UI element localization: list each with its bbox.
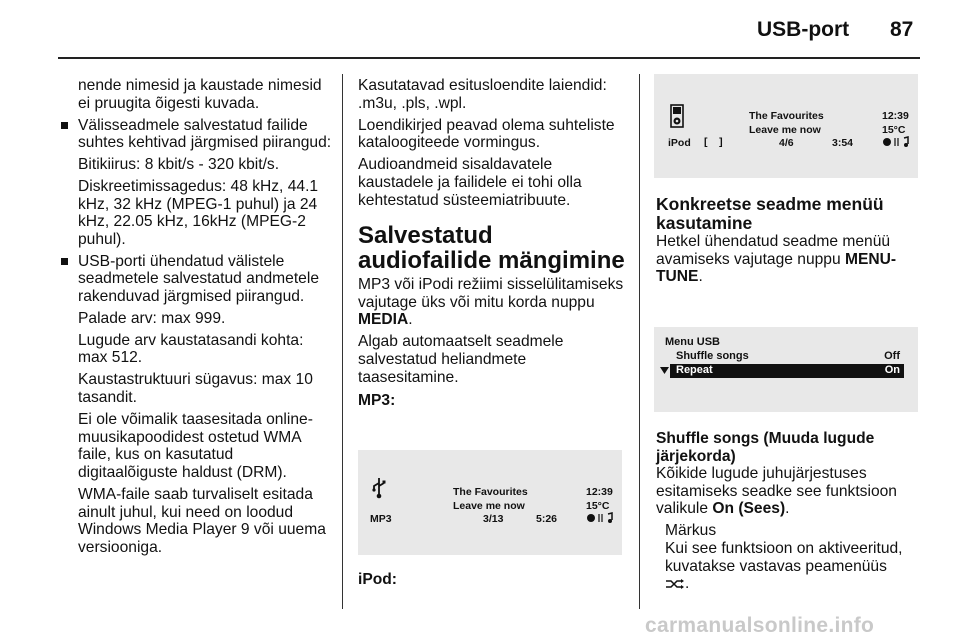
paragraph: Bitikiirus: 8 kbit/s - 320 kbit/s. xyxy=(78,155,280,173)
paragraph: Kasutatavad esitusloendite laiendid: .m3u, .pls, .wpl. xyxy=(358,77,607,112)
display-track: 3/13 xyxy=(483,513,504,525)
ipod-icon xyxy=(670,104,684,131)
display-song: Leave me now xyxy=(749,124,821,136)
paragraph: Algab automaatselt seadmele salvestatud heliandmete taasesitamine. xyxy=(358,333,564,386)
note-text: Kui see funktsioon on aktiveeritud, kuvatakse vastavas peamenüüs xyxy=(665,540,903,575)
bullet-item: USB-porti ühendatud välistele seadmetele salvestatud andmetele rakenduvad järgmised piirangud. xyxy=(61,253,333,306)
menu-row-repeat xyxy=(670,364,904,378)
display-source: iPod xyxy=(668,137,691,149)
column-1 xyxy=(61,77,333,561)
menu-row-label: Shuffle songs xyxy=(676,350,749,362)
column-2 xyxy=(358,77,628,410)
paragraph: Audioandmeid sisaldavatele kaustadele ja failidele ei tohi olla kehtestatud süsteemiatribuute. xyxy=(358,156,582,209)
chevron-down-icon xyxy=(660,365,669,377)
column-3 xyxy=(656,195,921,290)
section-heading: Konkreetse seadme menüü kasutamine xyxy=(656,194,884,233)
paragraph: Lugude arv kaustatasandi kohta: max 512. xyxy=(78,331,304,367)
menu-row-value: On xyxy=(884,364,900,376)
ipod-display-screenshot xyxy=(654,74,918,178)
note-block xyxy=(656,522,921,592)
display-title: The Favourites xyxy=(453,486,528,498)
media-button-label: MEDIA xyxy=(358,311,409,329)
display-temp: 15°C xyxy=(882,124,906,136)
display-song: Leave me now xyxy=(453,500,525,512)
menu-tune-button-label: MENU-TUNE xyxy=(656,250,897,286)
display-track: 4/6 xyxy=(779,137,794,149)
watermark: carmanualsonline.info xyxy=(645,614,875,637)
mp3-label: MP3: xyxy=(358,392,396,410)
paragraph: Ei ole võimalik taasesitada online-muusikapoodidest ostetud WMA faile, kus on kasutatud digitaalõiguste haldust (DRM). xyxy=(78,411,313,481)
display-temp: 15°C xyxy=(586,500,610,512)
paragraph: Kõikide lugude juhujärjestuses esitamiseks seadke see funktsioon valikule On (Sees). xyxy=(656,465,897,518)
paragraph: Diskreetimissagedus: 48 kHz, 44.1 kHz, 32 kHz (MPEG-1 puhul) ja 24 kHz, 22.05 kHz, 16kHz (MPEG-2 puhul). xyxy=(78,177,319,248)
column-divider xyxy=(342,74,343,609)
header-rule xyxy=(58,57,920,59)
ipod-label-wrap xyxy=(358,571,628,589)
usb-icon xyxy=(372,477,386,502)
paragraph: Kaustastruktuuri sügavus: max 10 tasandit. xyxy=(78,371,313,406)
menu-title: Menu USB xyxy=(665,336,720,348)
menu-usb-screenshot xyxy=(654,327,918,412)
status-icons xyxy=(882,136,912,151)
display-time: 12:39 xyxy=(586,486,613,498)
paragraph: MP3 või iPodi režiimi sisselülitamiseks vajutage üks või mitu korda nuppu MEDIA. xyxy=(358,276,624,329)
shuffle-icon xyxy=(665,575,685,592)
page-header xyxy=(0,0,960,58)
section-title: USB-port xyxy=(757,18,850,41)
mp3-display-screenshot xyxy=(358,450,622,555)
display-time: 12:39 xyxy=(882,110,909,122)
note-label: Märkus xyxy=(665,522,717,540)
paragraph: Loendikirjed peavad olema suhteliste kataloogiteede vormingus. xyxy=(358,116,615,152)
paragraph: WMA-faile saab turvaliselt esitada ainult juhul, kui need on loodud Windows Media Player 9 või uuema versiooniga. xyxy=(78,485,326,556)
menu-row-shuffle xyxy=(670,350,904,364)
display-title: The Favourites xyxy=(749,110,824,122)
column-divider xyxy=(639,74,640,609)
menu-row-label: Repeat xyxy=(676,364,713,376)
display-source: MP3 xyxy=(370,513,392,525)
bracket-icon: [ ] xyxy=(704,136,723,148)
section-heading: Salvestatud audiofailide mängimine xyxy=(358,222,625,275)
paragraph: nende nimesid ja kaustade nimesid ei pruugita õigesti kuvada. xyxy=(78,77,322,112)
paragraph: Palade arv: max 999. xyxy=(78,309,226,327)
ipod-label: iPod: xyxy=(358,571,397,588)
page-number: 87 xyxy=(890,18,914,41)
status-icons xyxy=(586,512,616,527)
paragraph: Hetkel ühendatud seadme menüü avamiseks vajutage nuppu MENU-TUNE. xyxy=(656,233,897,286)
note-icon-line: . xyxy=(665,575,921,593)
column-3-lower xyxy=(656,430,921,593)
display-elapsed: 3:54 xyxy=(832,137,854,149)
on-value-label: On (Sees) xyxy=(712,500,786,518)
bullet-item: Välisseadmele salvestatud failide suhtes kehtivad järgmised piirangud: xyxy=(61,117,333,152)
menu-row-value: Off xyxy=(884,350,900,362)
display-elapsed: 5:26 xyxy=(536,513,558,525)
subheading: Shuffle songs (Muuda lugude järjekorda) xyxy=(656,430,875,465)
